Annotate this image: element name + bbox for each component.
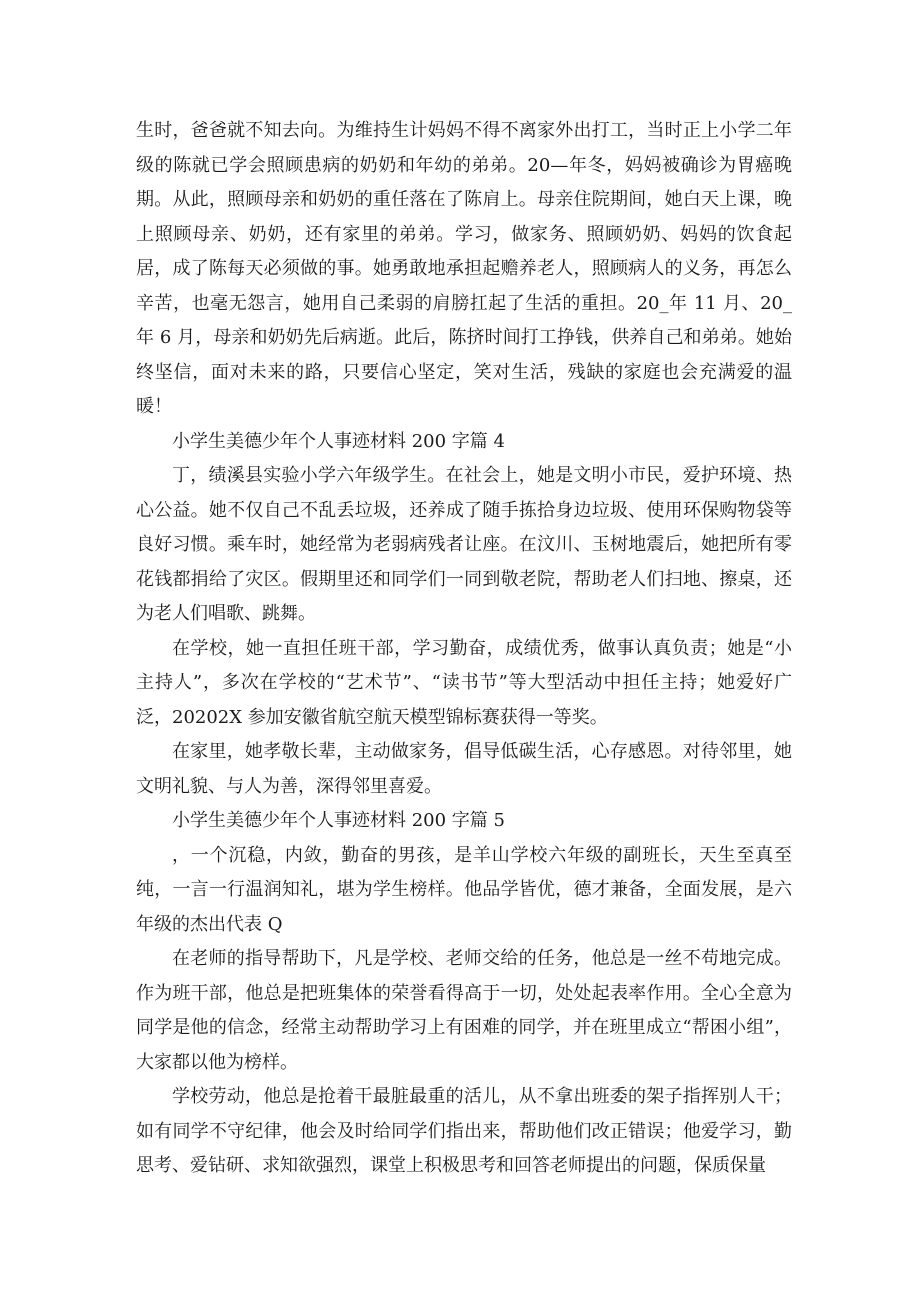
document-body (136, 114, 792, 1184)
paragraph-5-1: ，一个沉稳，内敛，勤奋的男孩，是羊山学校六年级的副班长，天生至真至纯，一言一行温润知礼，堪为学生榜样。他品学皆优，德才兼备，全面发展，是六年级的杰出代表 Q (136, 844, 792, 935)
paragraph-4-2: 在学校，她一直担任班干部，学习勤奋，成绩优秀，做事认真负责；她是“小主持人”，多次在学校的“艺术节”、“读书节”等大型活动中担任主持；她爱好广泛，20202X 参加安徽省航空航天模型锦标赛获得一等奖。 (136, 637, 792, 728)
paragraph-5-2: 在老师的指导帮助下，凡是学校、老师交给的任务，他总是一丝不苟地完成。作为班干部，他总是把班集体的荣誉看得高于一切，处处起表率作用。全心全意为同学是他的信念，经常主动帮助学习上有困难的同学，并在班里成立“帮困小组”，大家都以他为榜样。 (136, 948, 792, 1073)
paragraph-4-1: 丁，绩溪县实验小学六年级学生。在社会上，她是文明小市民，爱护环境、热心公益。她不仅自己不乱丢垃圾，还养成了随手拣拾身边垃圾、使用环保购物袋等良好习惯。乘车时，她经常为老弱病残者让座。在汶川、玉树地震后，她把所有零花钱都捐给了灾区。假期里还和同学们一同到敬老院，帮助老人们扫地、擦桌，还为老人们唱歌、跳舞。 (136, 465, 792, 624)
paragraph-story-3-continued: 生时，爸爸就不知去向。为维持生计妈妈不得不离家外出打工，当时正上小学二年级的陈就已学会照顾患病的奶奶和年幼的弟弟。20—年冬，妈妈被确诊为胃癌晚期。从此，照顾母亲和奶奶的重任落在了陈肩上。母亲住院期间，她白天上课，晚上照顾母亲、奶奶，还有家里的弟弟。学习，做家务、照顾奶奶、妈妈的饮食起居，成了陈每天必须做的事。她勇敢地承担起赡养老人，照顾病人的义务，再怎么辛苦，也毫无怨言，她用自己柔弱的肩膀扛起了生活的重担。20_年 11 月、20_年 6 月，母亲和奶奶先后病逝。此后，陈挤时间打工挣钱，供养自己和弟弟。她始终坚信，面对未来的路，只要信心坚定，笑对生活，残缺的家庭也会充满爱的温暖！ (136, 120, 792, 417)
paragraph-4-3: 在家里，她孝敬长辈，主动做家务，倡导低碳生活，心存感恩。对待邻里，她文明礼貌、与人为善，深得邻里喜爱。 (136, 741, 792, 797)
section-heading-5: 小学生美德少年个人事迹材料 200 字篇 5 (172, 810, 505, 831)
section-heading-4: 小学生美德少年个人事迹材料 200 字篇 4 (172, 430, 505, 452)
paragraph-5-3: 学校劳动，他总是抢着干最脏最重的活儿，从不拿出班委的架子指挥别人干；如有同学不守纪律，他会及时给同学们指出来，帮助他们改正错误；他爱学习，勤思考、爱钻研、求知欲强烈，课堂上积极思考和回答老师提出的问题，保质保量 (136, 1086, 792, 1176)
